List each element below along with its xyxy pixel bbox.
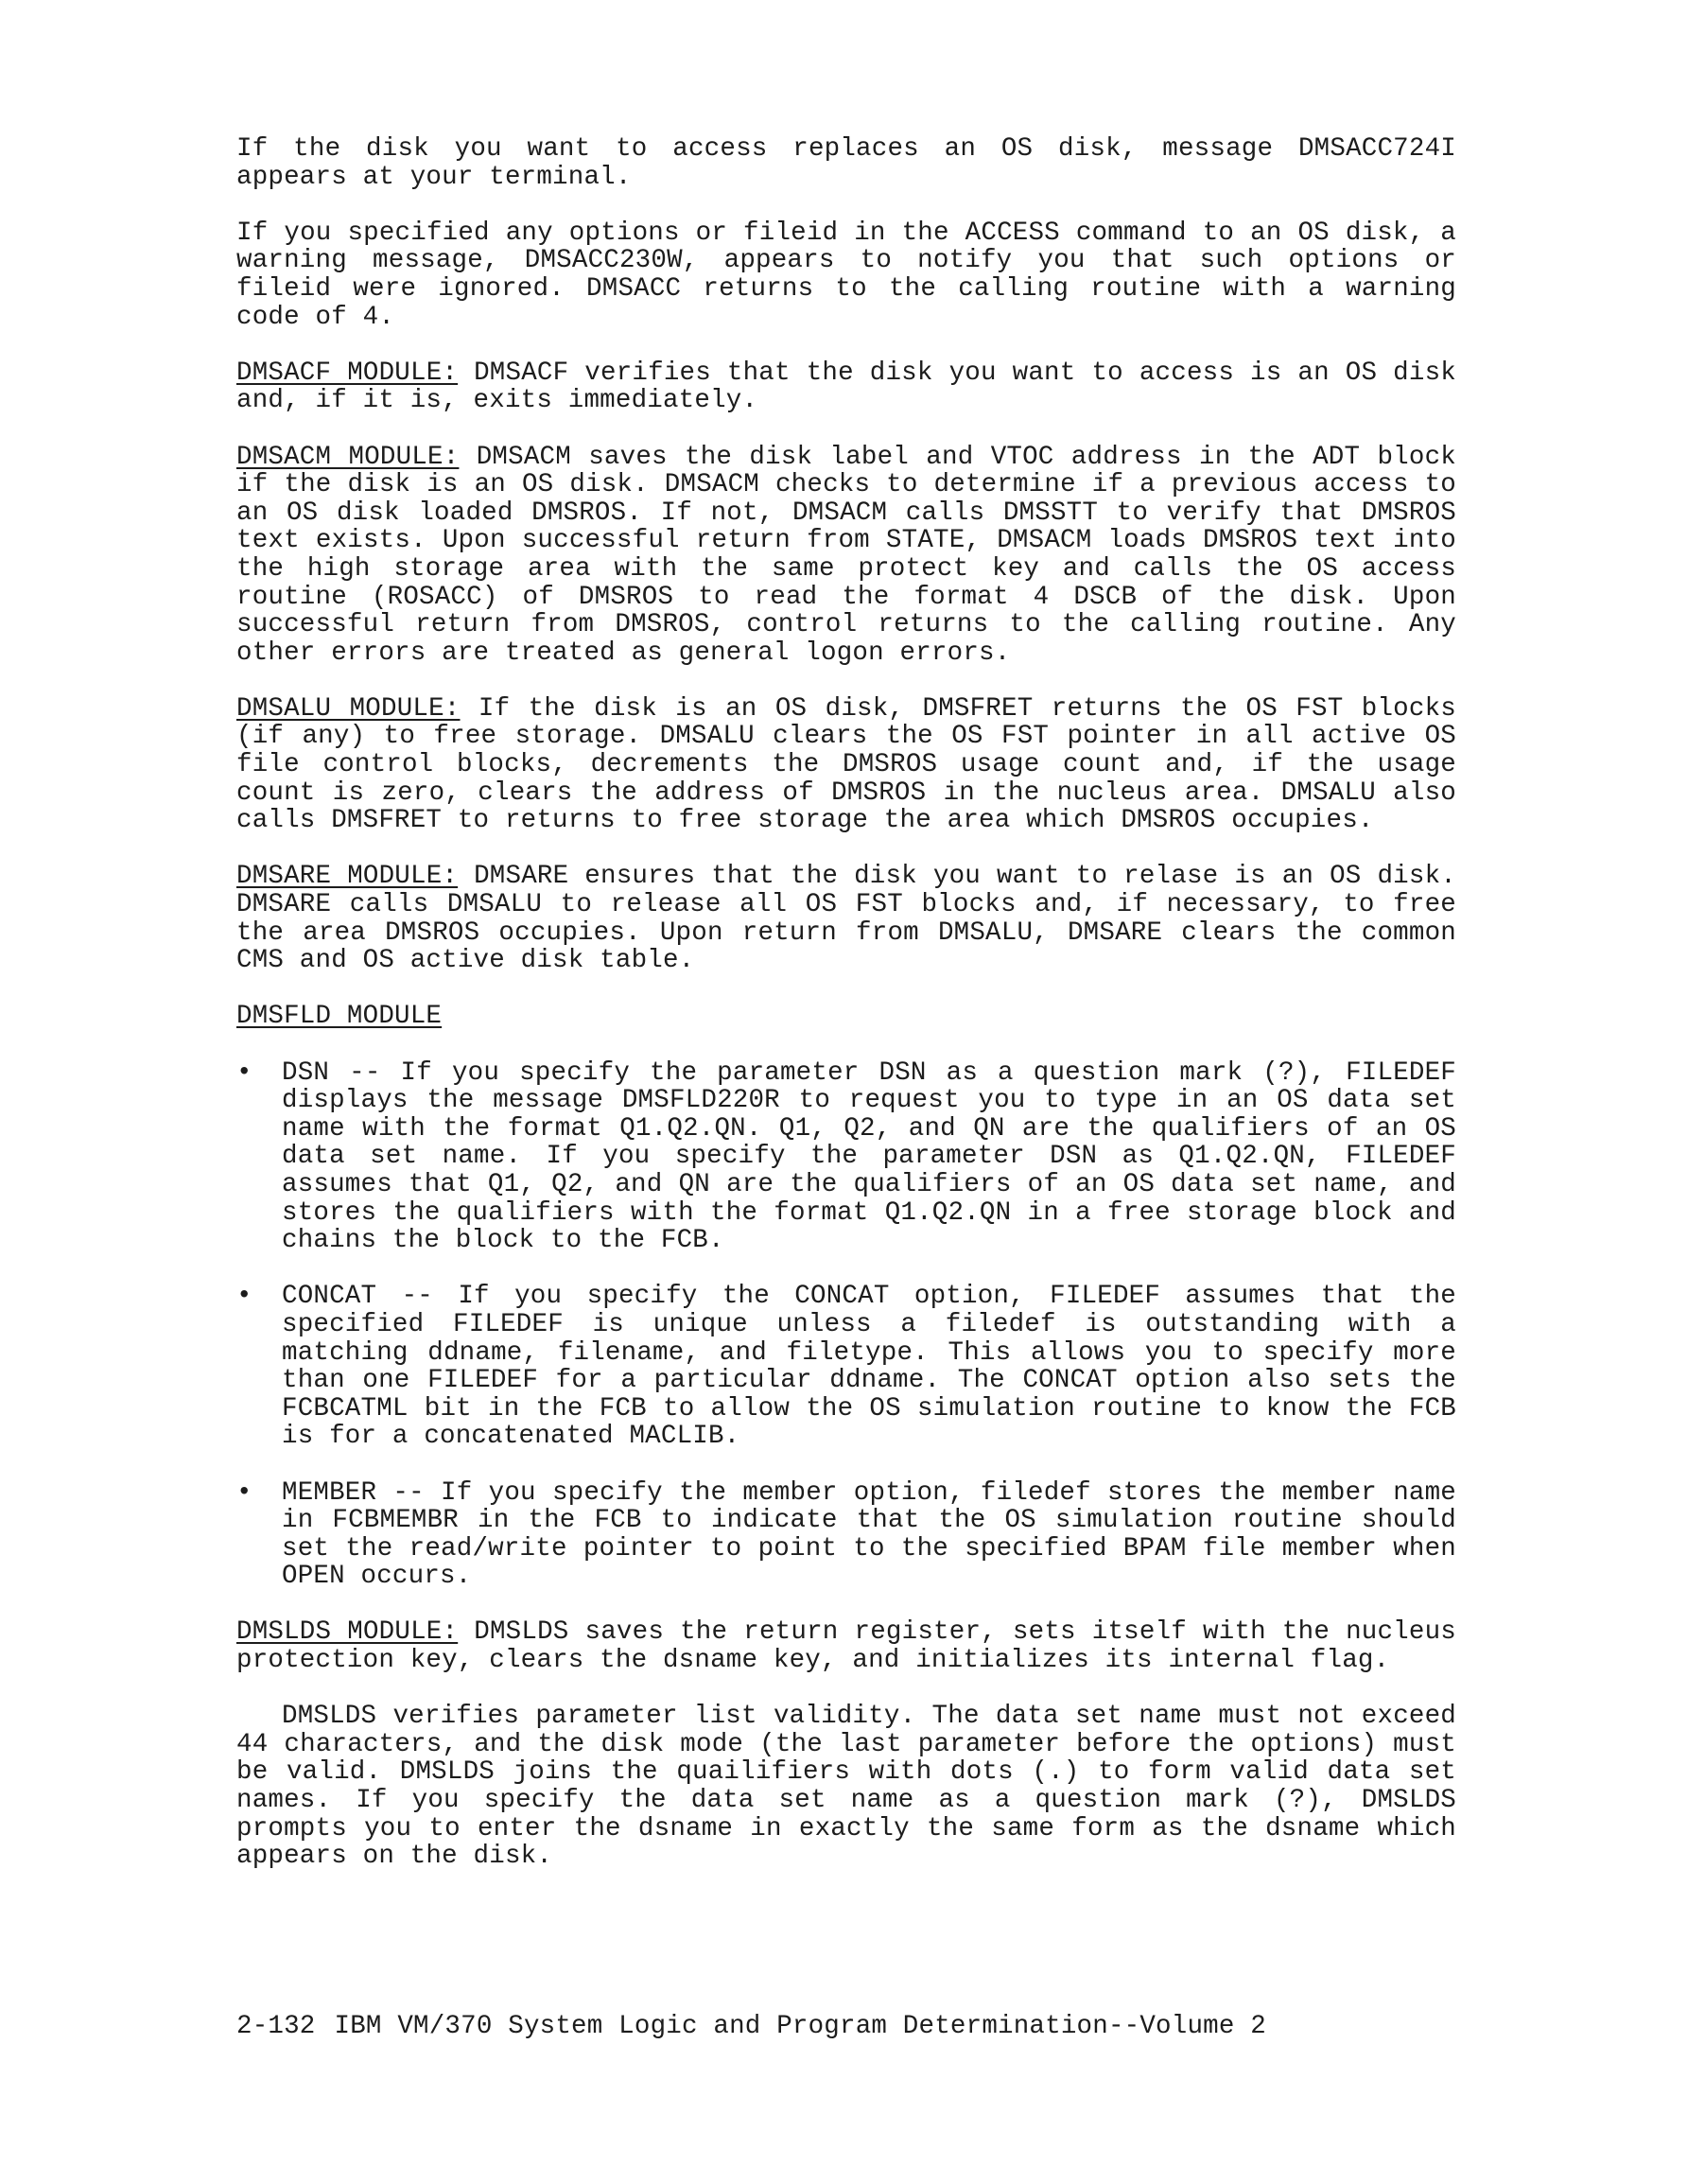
dmsfld-option-list — [236, 1059, 1456, 1591]
list-item-text: DSN -- If you specify the parameter DSN as a question mark (?), FILEDEF displays the message DMSFLD220R to request you to type in an OS data set name with the format Q1.Q2.QN. Q1, Q2, and QN are the qualifiers of an OS data set name. If you specify the parameter DSN as Q1.Q2.QN, FILEDEF assumes that Q1, Q2, and QN are the qualifiers of an OS data set name, and stores the qualifiers with the format Q1.Q2.QN in a free storage block and chains the block to the FCB. — [282, 1057, 1456, 1256]
publication-title: IBM VM/370 System Logic and Program Determination--Volume 2 — [334, 2012, 1266, 2041]
module-heading-dmsfld: DMSFLD MODULE — [236, 1002, 443, 1032]
document-page — [236, 135, 1456, 1871]
list-item-text: MEMBER -- If you specify the member option, filedef stores the member name in FCBMEMBR in the FCB to indicate that the OS simulation routine should set the read/write pointer to point to the specified BPAM file member when OPEN occurs. — [282, 1477, 1456, 1592]
bullet-icon: • — [236, 1057, 252, 1088]
module-heading-dmsacf: DMSACF MODULE: — [236, 358, 459, 388]
module-text-dmsacm: DMSACM saves the disk label and VTOC address in the ADT block if the disk is an OS disk. DMSACM checks to determine if a previous access to an OS disk loaded DMSROS. If not, DMSACM calls DMSSTT to verify that DMSROS text exists. Upon successful return from STATE, DMSACM loads DMSROS text into the high storage area with the same protect key and calls the OS access routine (ROSACC) of DMSROS to read the format 4 DSCB of the disk. Upon successful return from DMSROS, control returns to the calling routine. Any other errors are treated as general logon errors. — [236, 442, 1456, 668]
list-item-member — [236, 1479, 1456, 1591]
paragraph-os-disk-message: If the disk you want to access replaces an OS disk, message DMSACC724I appears at your terminal. — [236, 134, 1456, 192]
page-footer — [236, 2013, 1456, 2041]
module-heading-dmsalu: DMSALU MODULE: — [236, 693, 461, 724]
module-heading-dmslds: DMSLDS MODULE: — [236, 1617, 459, 1648]
list-item-concat — [236, 1283, 1456, 1451]
section-dmslds — [236, 1618, 1456, 1674]
section-dmsacf — [236, 359, 1456, 415]
module-heading-dmsare: DMSARE MODULE: — [236, 862, 459, 892]
module-heading-dmsacm: DMSACM MODULE: — [236, 442, 460, 472]
module-text-dmsacf: DMSACF verifies that the disk you want to access is an OS disk and, if it is, exits immediately. — [236, 358, 1456, 416]
list-item-text: CONCAT -- If you specify the CONCAT option, FILEDEF assumes that the specified FILEDEF is unique unless a filedef is outstanding with a matching ddname, filename, and filetype. This allows you to specify more than one FILEDEF for a particular ddname. The CONCAT option also sets the FCBCATML bit in the FCB to allow the OS simulation routine to know the FCB is for a concatenated MACLIB. — [282, 1282, 1456, 1452]
section-dmsalu — [236, 695, 1456, 835]
paragraph-warning-message: If you specified any options or fileid in the ACCESS command to an OS disk, a warning message, DMSACC230W, appears to notify you that such options or fileid were ignored. DMSACC returns to the calling routine with a warning code of 4. — [236, 218, 1456, 332]
module-text-dmsalu: If the disk is an OS disk, DMSFRET returns the OS FST blocks (if any) to free storage. DMSALU clears the OS FST pointer in all active OS file control blocks, decrements the DMSROS usage count and, if the usage count is zero, clears the address of DMSROS in the nucleus area. DMSALU also calls DMSFRET to returns to free storage the area which DMSROS occupies. — [236, 693, 1456, 836]
module-text-dmsare: DMSARE ensures that the disk you want to relase is an OS disk. DMSARE calls DMSALU to release all OS FST blocks and, if necessary, to free the area DMSROS occupies. Upon return from DMSALU, DMSARE clears the common CMS and OS active disk table. — [236, 862, 1456, 976]
section-dmsare — [236, 863, 1456, 974]
list-item-dsn — [236, 1059, 1456, 1255]
bullet-icon: • — [236, 1477, 252, 1508]
section-dmsacm — [236, 444, 1456, 668]
module-text-dmslds: DMSLDS saves the return register, sets itself with the nucleus protection key, clears the dsname key, and initializes its internal flag. — [236, 1617, 1456, 1676]
paragraph-dmslds-validation: DMSLDS verifies parameter list validity. The data set name must not exceed 44 characters, and the disk mode (the last parameter before the options) must be valid. DMSLDS joins the quailifiers with dots (.) to form valid data set names. If you specify the data set name as a question mark (?), DMSLDS prompts you to enter the dsname in exactly the same form as the dsname which appears on the disk. — [236, 1702, 1456, 1872]
section-dmsfld — [236, 1003, 1456, 1031]
bullet-icon: • — [236, 1282, 252, 1312]
page-number: 2-132 — [236, 2012, 316, 2041]
